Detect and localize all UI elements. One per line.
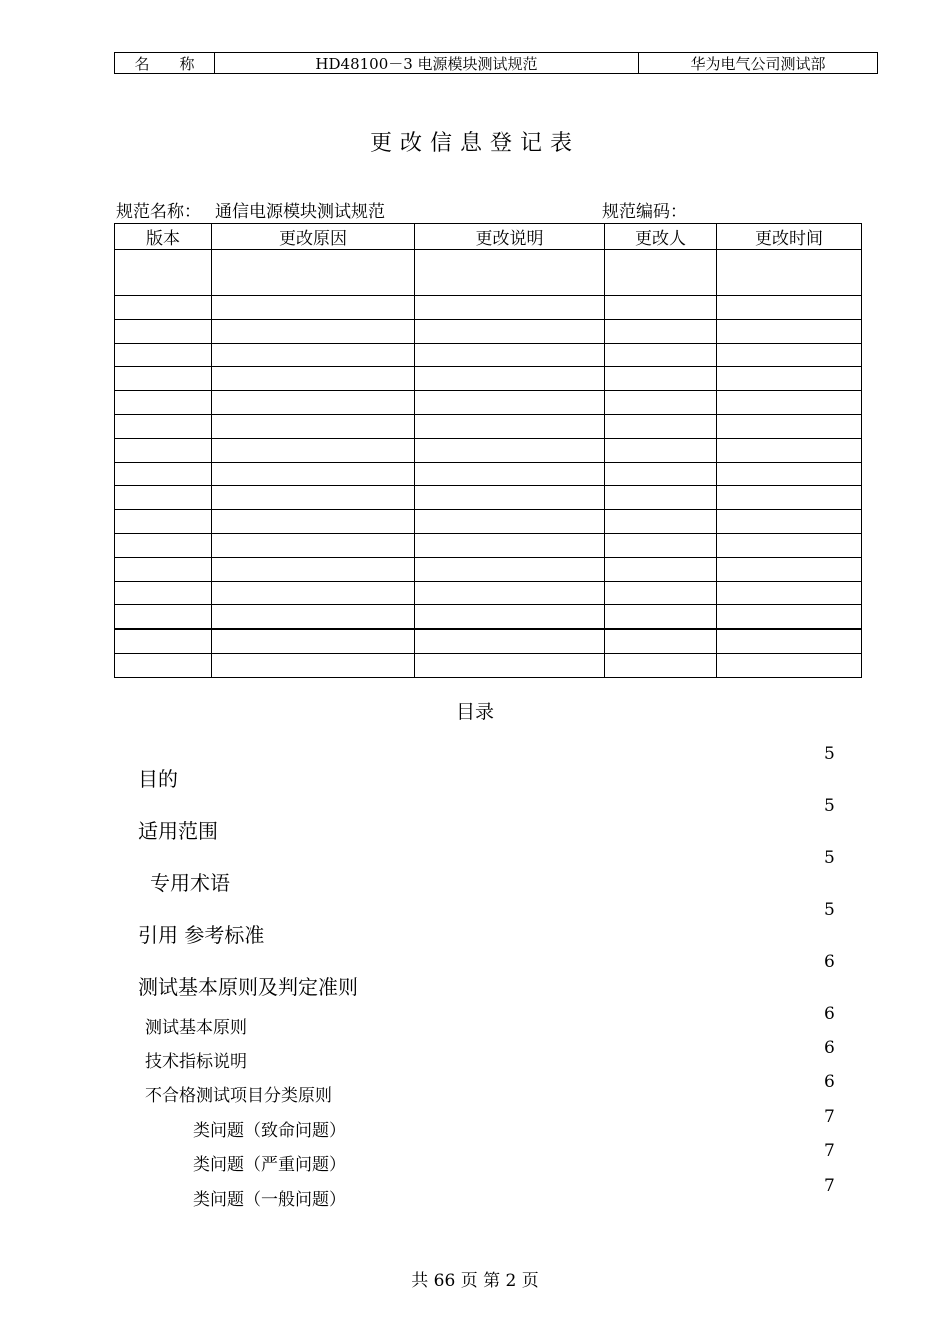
table-cell[interactable] (415, 486, 605, 510)
table-cell[interactable] (605, 250, 717, 296)
table-cell[interactable] (717, 319, 862, 343)
table-cell[interactable] (717, 605, 862, 629)
table-cell[interactable] (115, 486, 212, 510)
table-cell[interactable] (212, 250, 415, 296)
table-cell[interactable] (115, 438, 212, 462)
toc-item-scope[interactable]: 适用范围 (138, 819, 218, 843)
table-cell[interactable] (605, 343, 717, 367)
col-header-version: 版本 (115, 224, 212, 250)
spec-name-line (116, 197, 385, 222)
change-log-table (114, 223, 862, 678)
table-cell[interactable] (415, 414, 605, 438)
table-cell[interactable] (717, 629, 862, 653)
table-cell[interactable] (717, 296, 862, 320)
toc-item-principles-criteria[interactable]: 测试基本原则及判定准则 (138, 975, 358, 999)
toc-page-basic-principles: 6 (824, 1004, 835, 1024)
table-cell[interactable] (717, 486, 862, 510)
table-row (115, 391, 862, 415)
toc-page-general-issues: 7 (824, 1176, 835, 1196)
spec-code-label: 规范编码： (602, 202, 687, 222)
table-cell[interactable] (717, 250, 862, 296)
table-cell[interactable] (605, 557, 717, 581)
page-header (114, 52, 878, 74)
toc-item-failure-classification[interactable]: 不合格测试项目分类原则 (145, 1086, 332, 1106)
table-cell[interactable] (605, 367, 717, 391)
toc-item-terms[interactable]: 专用术语 (150, 871, 230, 895)
table-cell[interactable] (212, 581, 415, 605)
table-row (115, 367, 862, 391)
table-row (115, 629, 862, 653)
table-cell[interactable] (212, 486, 415, 510)
table-cell[interactable] (415, 438, 605, 462)
table-cell[interactable] (415, 250, 605, 296)
table-cell[interactable] (415, 653, 605, 677)
table-cell[interactable] (717, 510, 862, 534)
toc-page-terms: 5 (824, 848, 835, 868)
table-cell[interactable] (717, 438, 862, 462)
spec-name-label: 规范名称： (116, 202, 201, 222)
table-row (115, 462, 862, 486)
table-row (115, 510, 862, 534)
table-cell[interactable] (212, 343, 415, 367)
table-cell[interactable] (212, 462, 415, 486)
table-cell[interactable] (115, 343, 212, 367)
table-cell[interactable] (717, 391, 862, 415)
table-cell[interactable] (212, 438, 415, 462)
table-cell[interactable] (605, 319, 717, 343)
page-footer: 共 66 页 第 2 页 (411, 1271, 539, 1291)
table-cell[interactable] (717, 414, 862, 438)
table-row (115, 319, 862, 343)
table-cell[interactable] (717, 343, 862, 367)
table-row (115, 557, 862, 581)
col-header-time: 更改时间 (717, 224, 862, 250)
table-cell[interactable] (605, 510, 717, 534)
table-cell[interactable] (605, 462, 717, 486)
toc-item-purpose[interactable]: 目的 (138, 767, 178, 791)
table-cell[interactable] (415, 581, 605, 605)
table-cell[interactable] (212, 510, 415, 534)
toc-title: 目录 (455, 701, 494, 723)
col-header-reason: 更改原因 (212, 224, 415, 250)
table-cell[interactable] (415, 629, 605, 653)
table-cell[interactable] (115, 296, 212, 320)
table-cell[interactable] (415, 391, 605, 415)
table-header-row (115, 224, 862, 250)
table-cell[interactable] (605, 391, 717, 415)
table-cell[interactable] (115, 367, 212, 391)
toc-item-general-issues[interactable]: 类问题（一般问题） (193, 1190, 346, 1210)
table-row (115, 414, 862, 438)
table-cell[interactable] (605, 414, 717, 438)
toc-item-basic-principles[interactable]: 测试基本原则 (145, 1018, 247, 1038)
table-cell[interactable] (212, 653, 415, 677)
table-row (115, 653, 862, 677)
page-title: 更改信息登记表 (369, 131, 580, 156)
table-cell[interactable] (605, 605, 717, 629)
table-cell[interactable] (415, 510, 605, 534)
table-cell[interactable] (212, 391, 415, 415)
table-cell[interactable] (717, 581, 862, 605)
table-row (115, 581, 862, 605)
table-cell[interactable] (115, 605, 212, 629)
table-row (115, 250, 862, 296)
table-cell[interactable] (415, 296, 605, 320)
table-cell[interactable] (115, 510, 212, 534)
table-cell[interactable] (212, 533, 415, 557)
toc-page-failure-classification: 6 (824, 1072, 835, 1092)
table-row (115, 438, 862, 462)
table-cell[interactable] (115, 653, 212, 677)
table-cell[interactable] (212, 629, 415, 653)
table-cell[interactable] (717, 367, 862, 391)
table-cell[interactable] (115, 462, 212, 486)
table-cell[interactable] (605, 438, 717, 462)
header-label: 名 称 (115, 53, 215, 73)
table-cell[interactable] (717, 533, 862, 557)
table-cell[interactable] (115, 629, 212, 653)
table-cell[interactable] (717, 653, 862, 677)
table-cell[interactable] (212, 557, 415, 581)
table-cell[interactable] (415, 533, 605, 557)
col-header-description: 更改说明 (415, 224, 605, 250)
toc-item-tech-specs[interactable]: 技术指标说明 (145, 1052, 247, 1072)
toc-item-fatal-issues[interactable]: 类问题（致命问题） (193, 1121, 346, 1141)
table-cell[interactable] (212, 319, 415, 343)
table-cell[interactable] (115, 250, 212, 296)
table-cell[interactable] (415, 462, 605, 486)
table-cell[interactable] (115, 391, 212, 415)
table-cell[interactable] (605, 629, 717, 653)
toc-page-serious-issues: 7 (824, 1141, 835, 1161)
toc-page-fatal-issues: 7 (824, 1107, 835, 1127)
table-row (115, 605, 862, 629)
header-document-name: HD48100－3 电源模块测试规范 (215, 53, 639, 73)
table-cell[interactable] (605, 486, 717, 510)
table-cell[interactable] (717, 462, 862, 486)
table-row (115, 486, 862, 510)
table-cell[interactable] (115, 581, 212, 605)
table-cell[interactable] (605, 533, 717, 557)
table-cell[interactable] (605, 581, 717, 605)
table-cell[interactable] (415, 319, 605, 343)
table-cell[interactable] (415, 367, 605, 391)
table-row (115, 533, 862, 557)
table-cell[interactable] (115, 557, 212, 581)
table-cell[interactable] (415, 343, 605, 367)
toc-item-serious-issues[interactable]: 类问题（严重问题） (193, 1155, 346, 1175)
table-cell[interactable] (717, 557, 862, 581)
table-row (115, 343, 862, 367)
col-header-person: 更改人 (605, 224, 717, 250)
table-cell[interactable] (212, 296, 415, 320)
toc-page-references: 5 (824, 900, 835, 920)
toc-item-references[interactable]: 引用 参考标准 (138, 923, 265, 947)
table-cell[interactable] (212, 367, 415, 391)
toc-page-principles-criteria: 6 (824, 952, 835, 972)
table-row (115, 296, 862, 320)
table-cell[interactable] (115, 533, 212, 557)
toc-page-scope: 5 (824, 796, 835, 816)
table-cell[interactable] (415, 605, 605, 629)
table-cell[interactable] (115, 414, 212, 438)
toc-page-purpose: 5 (824, 744, 835, 764)
table-cell[interactable] (212, 414, 415, 438)
toc-page-tech-specs: 6 (824, 1038, 835, 1058)
header-department: 华为电气公司测试部 (690, 54, 826, 73)
table-body (115, 250, 862, 678)
table-cell[interactable] (415, 557, 605, 581)
table-cell[interactable] (605, 296, 717, 320)
spec-name-value: 通信电源模块测试规范 (215, 202, 385, 222)
table-cell[interactable] (115, 319, 212, 343)
table-cell[interactable] (212, 605, 415, 629)
table-cell[interactable] (605, 653, 717, 677)
